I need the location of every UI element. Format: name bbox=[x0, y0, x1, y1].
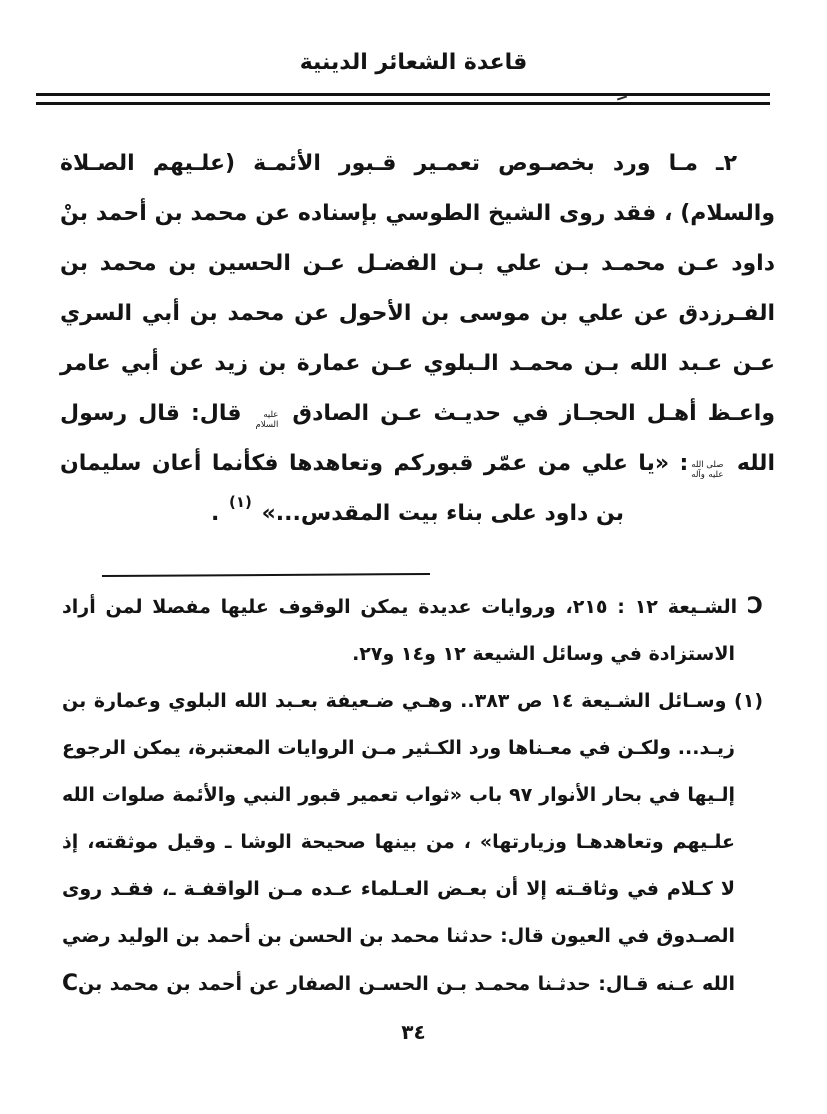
body-text-line: الله صلى الله عليه وآله : «يا علي من عمّر قبوركم وتعاهدها فكأنما أعان سليمان bbox=[60, 451, 775, 480]
footnote-line: الاستزادة في وسائل الشيعة ١٢ و١٤ و٢٧. bbox=[352, 643, 735, 665]
honorific-saw-mark: صلى الله عليه وآله bbox=[691, 460, 724, 480]
footnote-line: زيـد... ولكـن في معـناها ورد الكـثير مـن الروايات المعتبرة، يمكن الرجوع bbox=[62, 737, 735, 759]
footnote-line: الصـدوق في العيون قال: حدثنا محمد بن الحسن بن أحمد بن الوليد رضي bbox=[62, 925, 735, 947]
page-number: ٣٤ bbox=[401, 1020, 426, 1044]
body-text-line: عـن عـبد الله بـن محمـد الـبلوي عـن عمارة بن زيد عن أبي عامر bbox=[60, 351, 775, 376]
footnote-continuation-marker-start: Ɔ bbox=[746, 594, 763, 619]
body-text-line: ٢ـ مـا ورد بخصـوص تعمـير قـبور الأئمـة (علـيهم الصـلاة bbox=[60, 151, 737, 176]
page-title: قاعدة الشعائر الدينية bbox=[299, 50, 528, 75]
body-text-line: واعـظ أهـل الحجـاز في حديـث عـن الصادق عليه السلام قال: قال رسول bbox=[60, 401, 776, 430]
body-text-line: الفـرزدق عن علي بن موسى بن الأحول عن محمد بن أبي السري bbox=[60, 301, 775, 326]
footnote-line: Ɔ الشـيعة ١٢ : ٢١٥، وروايات عديدة يمكن الوقوف عليها مفصلا لمن أراد bbox=[62, 594, 763, 619]
footnote-line: لا كـلام في وثاقـته إلا أن بعـض العـلماء عـده مـن الواقفـة ـ، فقـد روى bbox=[62, 878, 735, 900]
body-text-line: والسلام) ، فقد روى الشيخ الطوسي بإسناده عن محمد بن أحمد بنْ bbox=[60, 201, 775, 226]
footnote-reference: (١) bbox=[229, 493, 252, 511]
footnote-continuation-marker-end: C bbox=[62, 971, 79, 996]
footnote-line: علـيهم وتعاهدهـا وزيارتها» ، من بينها صحيحة الوشا ـ وقيل موثقته، إذ bbox=[62, 831, 735, 853]
header-double-rule bbox=[36, 93, 770, 105]
footnote-line: الله عـنه قـال: حدثـنا محمـد بـن الحسـن الصفار عن أحمد بن محمد بنC bbox=[62, 971, 735, 996]
honorific-as-mark: عليه السلام bbox=[255, 410, 279, 430]
scan-artifact-tick bbox=[617, 96, 627, 101]
body-text-line: بن داود على بناء بيت المقدس...» (١) . bbox=[60, 489, 775, 540]
body-text-block bbox=[60, 139, 775, 540]
footnote-separator-rule bbox=[102, 573, 430, 577]
body-text-line: داود عـن محمـد بـن علي بـن الفضـل عـن الحسين بن محمد بن bbox=[60, 251, 775, 276]
footnote-line: إلـيها في بحار الأنوار ٩٧ باب «ثواب تعمير قبور النبي والأئمة صلوات الله bbox=[62, 784, 735, 806]
footnotes-block bbox=[62, 583, 763, 1008]
footnote-line: (١) وسـائل الشـيعة ١٤ ص ٣٨٣.. وهـي ضـعيفة بعـبد الله البلوي وعمارة بن bbox=[62, 690, 763, 712]
